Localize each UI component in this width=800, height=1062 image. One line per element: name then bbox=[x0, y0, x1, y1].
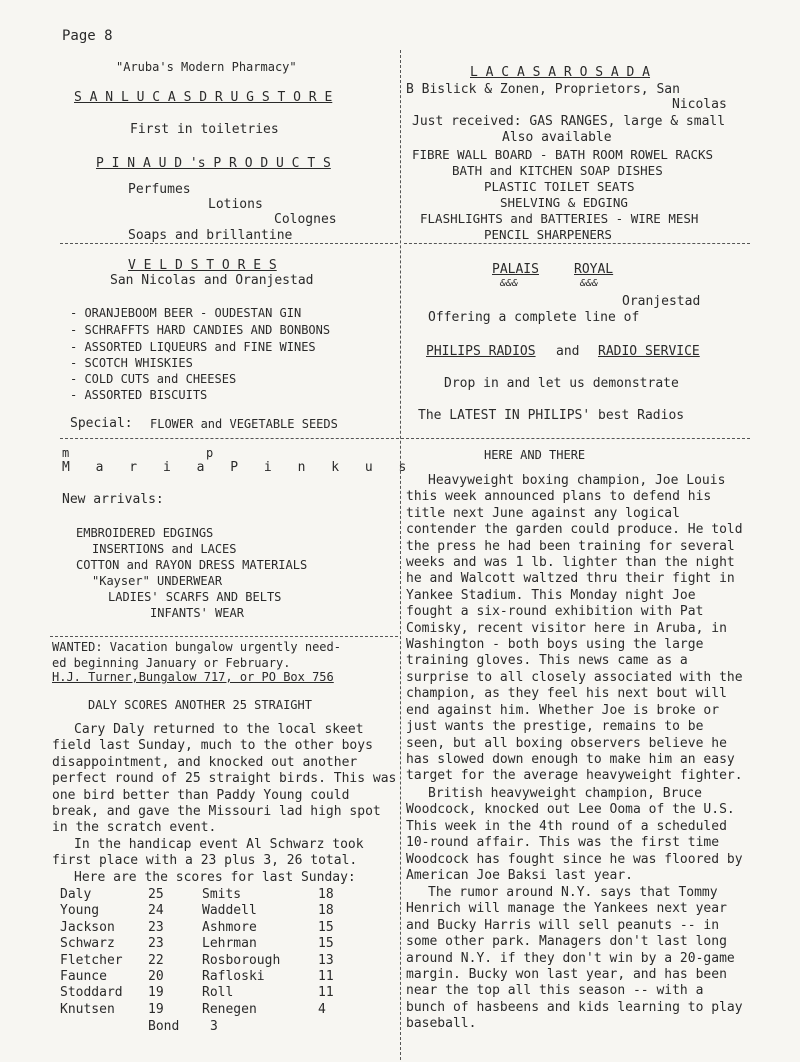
product-item: Lotions bbox=[208, 197, 263, 212]
palais-product-2: RADIO SERVICE bbox=[598, 344, 700, 359]
maria-mark: m bbox=[62, 446, 70, 460]
veld-subtitle: San Nicolas and Oranjestad bbox=[110, 273, 314, 288]
score-name: Rosborough bbox=[202, 952, 281, 968]
pinaud-products-title: P I N A U D 's P R O D U C T S bbox=[96, 156, 331, 171]
product-item: Colognes bbox=[274, 212, 337, 227]
score-value: 19 bbox=[148, 985, 164, 1001]
score-name: Schwarz bbox=[60, 936, 115, 952]
veld-item: - COLD CUTS and CHEESES bbox=[70, 372, 237, 386]
here-there-headline: HERE AND THERE bbox=[484, 448, 586, 462]
wanted-line: ed beginning January or February. bbox=[52, 656, 291, 670]
royal-amp: &&& bbox=[580, 278, 599, 289]
veld-title: V E L D S T O R E S bbox=[128, 258, 277, 273]
wanted-line: WANTED: Vacation bungalow urgently need- bbox=[52, 640, 341, 654]
score-name: Faunce bbox=[60, 968, 107, 984]
maria-mark: p bbox=[206, 446, 214, 460]
score-value: 19 bbox=[148, 1001, 164, 1017]
score-row bbox=[60, 903, 348, 919]
score-name: Young bbox=[60, 903, 100, 919]
daly-paragraph: In the handicap event Al Schwarz took first place with a 23 plus 3, 26 total. bbox=[52, 837, 364, 869]
score-name: Fletcher bbox=[60, 952, 123, 968]
casa-line: PENCIL SHARPENERS bbox=[484, 227, 612, 242]
maria-item: LADIES' SCARFS AND BELTS bbox=[108, 590, 282, 604]
pharmacy-tagline: "Aruba's Modern Pharmacy" bbox=[116, 60, 297, 74]
score-row bbox=[60, 969, 348, 985]
score-value: 4 bbox=[318, 1001, 326, 1017]
score-value: 15 bbox=[318, 919, 334, 935]
palais-line: Drop in and let us demonstrate bbox=[444, 376, 679, 391]
scores-table bbox=[60, 887, 348, 1018]
score-name: Daly bbox=[60, 887, 92, 902]
score-value: 23 bbox=[148, 919, 164, 935]
veld-item: - SCHRAFFTS HARD CANDIES AND BONBONS bbox=[70, 323, 331, 337]
column-divider bbox=[400, 50, 401, 1060]
royal-name: ROYAL bbox=[574, 262, 614, 277]
score-value: 15 bbox=[318, 936, 334, 952]
divider-middle bbox=[60, 438, 750, 439]
score-value: 3 bbox=[210, 1019, 218, 1034]
daly-paragraph: Here are the scores for last Sunday: bbox=[74, 870, 356, 885]
maria-item: COTTON and RAYON DRESS MATERIALS bbox=[76, 558, 308, 572]
score-value: 18 bbox=[318, 903, 334, 919]
casa-line: BATH and KITCHEN SOAP DISHES bbox=[452, 163, 663, 178]
score-value: 18 bbox=[318, 887, 334, 902]
score-value: 11 bbox=[318, 985, 334, 1001]
score-name: Smits bbox=[202, 887, 242, 902]
casa-city: Nicolas bbox=[672, 97, 727, 112]
casa-line: FIBRE WALL BOARD - BATH ROOM ROWEL RACKS bbox=[412, 147, 714, 162]
veld-item: - ORANJEBOOM BEER - OUDESTAN GIN bbox=[70, 306, 302, 320]
score-value: 20 bbox=[148, 968, 164, 984]
casa-title: L A C A S A R O S A D A bbox=[470, 65, 651, 80]
wanted-contact: H.J. Turner,Bungalow 717, or PO Box 756 bbox=[52, 670, 334, 684]
pharmacy-name: S A N L U C A S D R U G S T O R E bbox=[74, 90, 333, 105]
score-name: Rafloski bbox=[202, 968, 265, 984]
score-name: Renegen bbox=[202, 1001, 257, 1017]
maria-item: INSERTIONS and LACES bbox=[92, 542, 237, 556]
score-name: Stoddard bbox=[60, 985, 123, 1001]
casa-line: PLASTIC TOILET SEATS bbox=[484, 179, 635, 194]
product-item: Perfumes bbox=[128, 182, 191, 197]
score-name: Roll bbox=[202, 985, 234, 1001]
palais-line: Offering a complete line of bbox=[428, 310, 640, 325]
page-number: Page 8 bbox=[62, 28, 113, 44]
here-there-paragraph: The rumor around N.Y. says that Tommy Henrich will manage the Yankees next year and Bucky Harris will sell peanuts -- in some other park. Managers don't last long around N.Y. if they don't win by a 20-game margin. Bucky won last year, and has been near the top all this season -- with a bunch of hasbeens and kids learning to play baseball. bbox=[406, 885, 743, 1032]
palais-line: The LATEST IN PHILIPS' best Radios bbox=[418, 408, 685, 423]
pharmacy-line: First in toiletries bbox=[130, 122, 279, 137]
casa-proprietors: B Bislick & Zonen, Proprietors, San bbox=[406, 82, 680, 97]
score-row bbox=[60, 887, 348, 903]
casa-line: FLASHLIGHTS and BATTERIES - WIRE MESH bbox=[420, 211, 699, 226]
palais-amp: &&& bbox=[500, 278, 519, 289]
veld-item: - ASSORTED BISCUITS bbox=[70, 388, 208, 402]
divider-left-2 bbox=[50, 636, 398, 637]
maria-item: "Kayser" UNDERWEAR bbox=[92, 574, 223, 588]
score-row bbox=[60, 920, 348, 936]
score-row bbox=[60, 936, 348, 952]
score-value: 13 bbox=[318, 952, 334, 968]
maria-name: M a r i a P i n k u s bbox=[62, 460, 416, 475]
score-row bbox=[60, 1002, 348, 1018]
maria-new-label: New arrivals: bbox=[62, 492, 164, 507]
casa-line: Just received: GAS RANGES, large & small bbox=[412, 114, 726, 129]
score-value: 23 bbox=[148, 936, 164, 952]
score-name: Waddell bbox=[202, 903, 257, 919]
maria-item: EMBROIDERED EDGINGS bbox=[76, 526, 214, 540]
divider-left-1 bbox=[60, 243, 398, 244]
here-there-paragraph: British heavyweight champion, Bruce Woodcock, knocked out Lee Ooma of the U.S. This week in the 4th round of a scheduled 10-round affair. This was the first time Woodcock has fought since he was floored by American Joe Baksi last year. bbox=[406, 786, 743, 884]
casa-line: SHELVING & EDGING bbox=[500, 195, 628, 210]
score-value: 24 bbox=[148, 903, 164, 919]
daly-paragraph: Cary Daly returned to the local skeet field last Sunday, much to the other boys disappointment, and knocked out another perfect round of 25 straight birds. This was one bird better than Paddy Young could break, and gave the Missouri lad high spot in the scratch event. bbox=[52, 722, 397, 836]
palais-city: Oranjestad bbox=[622, 294, 701, 309]
maria-item: INFANTS' WEAR bbox=[150, 606, 244, 620]
score-name: Bond bbox=[148, 1019, 180, 1034]
casa-line: Also available bbox=[502, 130, 612, 145]
divider-right-1 bbox=[404, 243, 750, 244]
veld-item: - ASSORTED LIQUEURS and FINE WINES bbox=[70, 340, 316, 354]
here-there-paragraph: Heavyweight boxing champion, Joe Louis this week announced plans to defend his title next June against any logical contender the garden could produce. He told the press he had been training for several weeks and was 1 lb. lighter than the night he and Walcott waltzed thru their fight in Yankee Stadium. This Monday night Joe fought a six-round exhibition with Pat Comisky, recent visitor here in Aruba, in Washington - both boys using the large training gloves. This news came as a surprise to all closely associated with the champion, as they feel his next bout will end against him. Whether Joe is broke or just wants the prestige, remains to be seen, but all boxing observers believe he has slowed down enough to make him an easy target for the average heavyweight fighter. bbox=[406, 473, 743, 784]
veld-special-text: FLOWER and VEGETABLE SEEDS bbox=[150, 417, 338, 431]
score-row bbox=[60, 953, 348, 969]
daly-headline: DALY SCORES ANOTHER 25 STRAIGHT bbox=[88, 698, 312, 712]
product-item: Soaps and brillantine bbox=[128, 228, 293, 243]
score-row bbox=[60, 985, 348, 1001]
score-name: Jackson bbox=[60, 919, 115, 935]
score-value: 25 bbox=[148, 887, 164, 902]
palais-product-1: PHILIPS RADIOS bbox=[426, 344, 536, 359]
score-value: 11 bbox=[318, 968, 334, 984]
veld-special-label: Special: bbox=[70, 416, 133, 431]
score-value: 22 bbox=[148, 952, 164, 968]
palais-name: PALAIS bbox=[492, 262, 539, 277]
score-name: Ashmore bbox=[202, 919, 257, 935]
score-name: Knutsen bbox=[60, 1001, 115, 1017]
palais-and: and bbox=[556, 344, 580, 359]
veld-item: - SCOTCH WHISKIES bbox=[70, 356, 193, 370]
score-name: Lehrman bbox=[202, 936, 257, 952]
